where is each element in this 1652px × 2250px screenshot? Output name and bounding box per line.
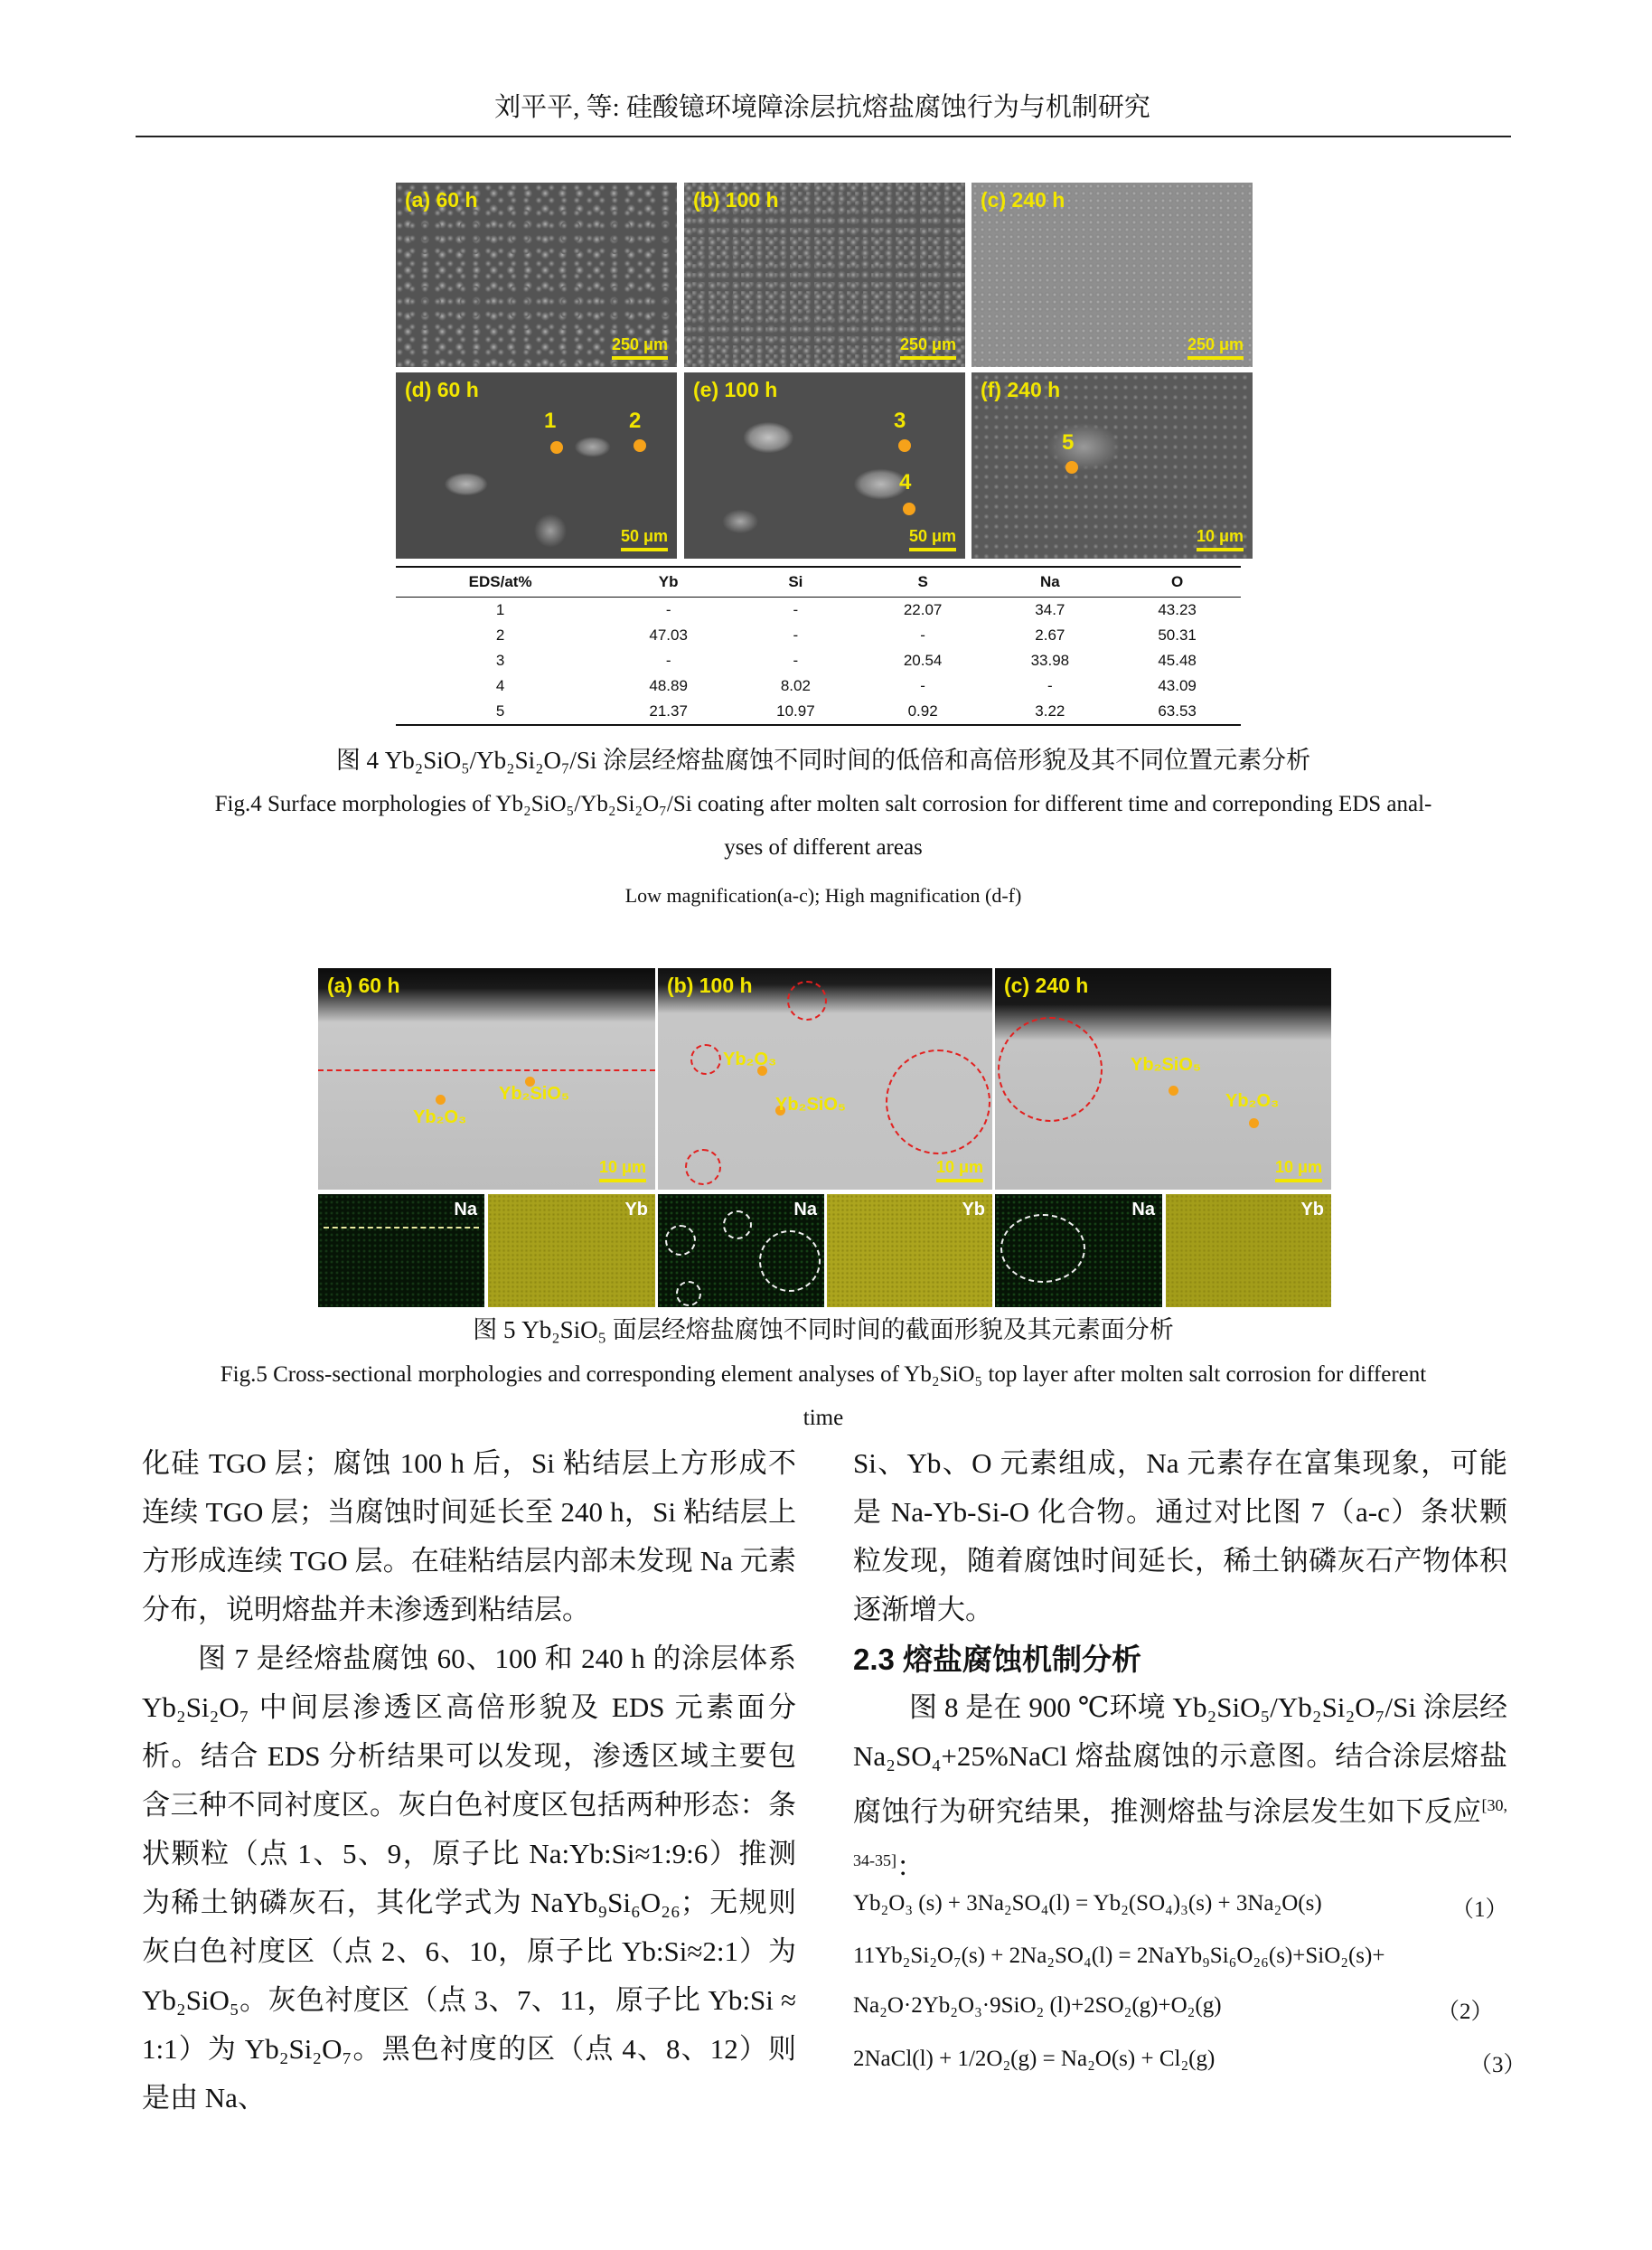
panel-label: (b) 100 h <box>667 974 753 997</box>
eds-table <box>396 566 1241 726</box>
table-header: O <box>1113 567 1241 598</box>
left-column <box>142 1439 796 2123</box>
equation-1: Yb₂O₃ (s) + 3Na₂SO₄(l) = Yb₂(SO₄)₃(s) + 3Na₂O(s) <box>853 1891 1322 1916</box>
table-cell: 63.53 <box>1113 699 1241 725</box>
sem-panel-d <box>396 372 677 559</box>
eds-point-label: 1 <box>544 409 557 433</box>
table-cell: 4 <box>495 677 505 694</box>
scale-bar: 250 μm <box>1187 335 1244 360</box>
phase-label: Yb₂O₃ <box>723 1050 777 1069</box>
table-header: Yb <box>605 567 732 598</box>
table-cell: 2 <box>495 626 505 644</box>
na-map-b <box>658 1194 824 1307</box>
eds-point-label: 4 <box>899 470 912 494</box>
map-label: Yb <box>624 1200 648 1219</box>
sem-panel-a <box>396 183 677 367</box>
fig4-caption-note: Low magnification(a-c); High magnification (d-f) <box>624 884 1022 907</box>
table-cell: 3.22 <box>986 699 1113 725</box>
equation-number: （1） <box>1451 1897 1508 1922</box>
right-column-cont <box>853 1683 1507 1892</box>
table-cell: 2.67 <box>1035 626 1065 644</box>
sem-panel-c <box>971 183 1253 367</box>
equation-2-cont: Na₂O·2Yb₂O₃·9SiO₂ (l)+2SO₂(g)+O₂(g) <box>853 1993 1222 2018</box>
corrosion-region-circle <box>787 981 827 1021</box>
table-cell: 1 <box>495 601 505 618</box>
na-map-c <box>995 1194 1162 1307</box>
yb-map-b <box>827 1194 992 1307</box>
table-row <box>396 598 1241 624</box>
eds-point-1 <box>550 441 563 454</box>
table-cell: 34.7 <box>1035 601 1065 618</box>
corrosion-region-circle <box>886 1050 990 1154</box>
map-label: Na <box>454 1200 477 1219</box>
na-enrichment-circle <box>723 1210 752 1239</box>
scale-bar: 50 μm <box>621 527 668 551</box>
na-enrichment-circle <box>676 1281 701 1306</box>
table-cell: - <box>920 626 925 644</box>
panel-label: (c) 240 h <box>981 188 1065 212</box>
table-row <box>396 699 1241 725</box>
cross-section-panel-a <box>318 968 655 1190</box>
eds-point-label: 3 <box>894 409 906 433</box>
right-column <box>853 1439 1507 1634</box>
paragraph: Si、Yb、O 元素组成，Na 元素存在富集现象，可能是 Na-Yb-Si-O 化合物。通过对比图 7（a-c）条状颗粒发现，随着腐蚀时间延长，稀土钠磷灰石产物体积逐渐增大。 <box>853 1447 1507 1625</box>
table-cell: 10.97 <box>732 699 859 725</box>
na-enrichment-circle <box>1000 1214 1085 1283</box>
table-cell: 45.48 <box>1158 652 1197 669</box>
scale-bar: 10 μm <box>599 1158 646 1182</box>
table-cell: 47.03 <box>649 626 688 644</box>
table-cell: 50.31 <box>1158 626 1197 644</box>
table-cell: 20.54 <box>903 652 943 669</box>
map-label: Yb <box>962 1200 985 1219</box>
table-cell: - <box>793 652 799 669</box>
eds-point <box>436 1095 446 1105</box>
table-header: S <box>859 567 987 598</box>
corrosion-region-circle <box>685 1149 721 1185</box>
eds-point-4 <box>903 503 915 515</box>
table-cell: - <box>665 601 671 618</box>
eds-point <box>1169 1086 1178 1096</box>
table-row <box>396 648 1241 673</box>
running-header: 刘平平, 等: 硅酸镱环境障涂层抗熔盐腐蚀行为与机制研究 <box>494 93 1150 122</box>
header-rule <box>136 136 1511 137</box>
scale-bar: 10 μm <box>1275 1158 1322 1182</box>
table-cell: 8.02 <box>780 677 811 694</box>
panel-label: (e) 100 h <box>693 378 778 401</box>
scale-bar: 50 μm <box>909 527 956 551</box>
eds-point-2 <box>634 439 646 452</box>
yb-map-c <box>1166 1194 1331 1307</box>
map-label: Na <box>793 1200 817 1219</box>
equation-number: （2） <box>1437 2000 1494 2024</box>
map-label: Yb <box>1300 1200 1324 1219</box>
scale-bar: 10 μm <box>936 1158 983 1182</box>
table-row <box>396 623 1241 648</box>
equation-number: （3） <box>1469 2053 1526 2077</box>
panel-label: (a) 60 h <box>405 188 478 212</box>
table-cell: 33.98 <box>1030 652 1070 669</box>
table-header: Na <box>986 567 1113 598</box>
table-header: Si <box>732 567 859 598</box>
equation-2: 11Yb₂Si₂O₇(s) + 2Na₂SO₄(l) = 2NaYb₉Si₆O₂₆(s)+SiO₂(s)+ <box>853 1944 1385 1968</box>
table-header: EDS/at% <box>396 567 605 598</box>
na-map-a <box>318 1194 484 1307</box>
eds-point-label: 2 <box>629 409 642 433</box>
paragraph: 图 8 是在 900 ℃环境 Yb₂SiO₅/Yb₂Si₂O₇/Si 涂层经 Na₂SO₄+25%NaCl 熔盐腐蚀的示意图。结合涂层熔盐腐蚀行为研究结果，推测熔盐与涂层发生如下反应[30, 34-35]： <box>853 1691 1507 1883</box>
table-header-row <box>396 567 1241 598</box>
eds-point-5 <box>1065 461 1078 474</box>
table-cell: 48.89 <box>649 677 688 694</box>
eds-point-label: 5 <box>1062 430 1075 455</box>
scale-bar: 10 μm <box>1197 527 1244 551</box>
table-cell: 43.23 <box>1158 601 1197 618</box>
phase-label: Yb₂SiO₅ <box>775 1095 847 1115</box>
table-row <box>396 673 1241 699</box>
map-label: Na <box>1131 1200 1155 1219</box>
phase-label: Yb₂SiO₅ <box>1131 1055 1202 1075</box>
fig5-caption-en-cont: time <box>803 1406 844 1430</box>
table-cell: 5 <box>396 699 605 725</box>
sem-panel-b <box>684 183 965 367</box>
na-enrichment-circle <box>759 1230 821 1292</box>
table-cell: - <box>920 677 925 694</box>
panel-label: (d) 60 h <box>405 378 479 401</box>
fig5-caption-en: Fig.5 Cross-sectional morphologies and corresponding element analyses of Yb₂SiO₅ top layer after molten salt corrosion for different <box>220 1362 1427 1387</box>
phase-label: Yb₂SiO₅ <box>499 1084 570 1104</box>
paragraph: 化硅 TGO 层；腐蚀 100 h 后，Si 粘结层上方形成不连续 TGO 层；当腐蚀时间延长至 240 h，Si 粘结层上方形成连续 TGO 层。在硅粘结层内部未发现 Na 元素分布，说明熔盐并未渗透到粘结层。 <box>142 1447 796 1625</box>
table-cell: - <box>793 626 799 644</box>
sem-panel-f <box>971 372 1253 559</box>
fig4-caption-en-cont: yses of different areas <box>724 835 923 860</box>
interface-line <box>324 1227 479 1229</box>
paragraph: 图 7 是经熔盐腐蚀 60、100 和 240 h 的涂层体系 Yb₂Si₂O₇ 中间层渗透区高倍形貌及 EDS 元素面分析。结合 EDS 分析结果可以发现，渗透区域主要包含三种不同衬度区。灰白色衬度区包括两种形态：条状颗粒（点 1、5、9，原子比 Na:Yb:Si≈1:9:6）推测为稀土钠磷灰石，其化学式为 NaYb₉Si₆O₂₆；无规则灰白色衬度区（点 2、6、10，原子比 Yb:Si≈2:1）为 Yb₂SiO₅。灰色衬度区（点 3、7、11，原子比 Yb:Si ≈ 1:1）为 Yb₂Si₂O₇。黑色衬度的区（点 4、8、12）则是由 Na、 <box>142 1643 796 2113</box>
cross-section-panel-c <box>995 968 1331 1190</box>
table-cell: - <box>1047 677 1053 694</box>
corrosion-region-circle <box>690 1044 721 1075</box>
equation-3: 2NaCl(l) + 1/2O₂(g) = Na₂O(s) + Cl₂(g) <box>853 2047 1216 2071</box>
panel-label: (c) 240 h <box>1004 974 1089 997</box>
scale-bar: 250 μm <box>612 335 668 360</box>
eds-point <box>1249 1118 1259 1128</box>
fig4-caption-cn: 图 4 Yb₂SiO₅/Yb₂Si₂O₇/Si 涂层经熔盐腐蚀不同时间的低倍和高倍形貌及其不同位置元素分析 <box>335 747 1311 774</box>
table-cell: - <box>665 652 671 669</box>
fig4-caption-en: Fig.4 Surface morphologies of Yb₂SiO₅/Yb₂Si₂O₇/Si coating after molten salt corrosion for different time and correponding EDS anal- <box>214 792 1432 816</box>
cross-section-panel-b <box>658 968 992 1190</box>
table-cell: 43.09 <box>1158 677 1197 694</box>
sem-panel-e <box>684 372 965 559</box>
table-cell: - <box>793 601 799 618</box>
fig5-caption-cn: 图 5 Yb₂SiO₅ 面层经熔盐腐蚀不同时间的截面形貌及其元素面分析 <box>473 1316 1174 1343</box>
phase-label: Yb₂O₃ <box>1225 1091 1280 1111</box>
eds-point-3 <box>898 439 911 452</box>
citation: [30, 34-35] <box>853 1796 1507 1870</box>
table-cell: 22.07 <box>903 601 943 618</box>
corrosion-region-circle <box>998 1017 1103 1122</box>
table-cell: 3 <box>495 652 505 669</box>
table-cell: 0.92 <box>859 699 987 725</box>
panel-label: (a) 60 h <box>327 974 400 997</box>
table-cell: 21.37 <box>605 699 732 725</box>
na-enrichment-circle <box>665 1225 696 1256</box>
panel-label: (f) 240 h <box>981 378 1061 401</box>
interface-line <box>318 1069 655 1071</box>
panel-label: (b) 100 h <box>693 188 779 212</box>
scale-bar: 250 μm <box>900 335 956 360</box>
yb-map-a <box>488 1194 655 1307</box>
section-heading: 2.3 熔盐腐蚀机制分析 <box>853 1643 1142 1676</box>
phase-label: Yb₂O₃ <box>413 1107 467 1127</box>
